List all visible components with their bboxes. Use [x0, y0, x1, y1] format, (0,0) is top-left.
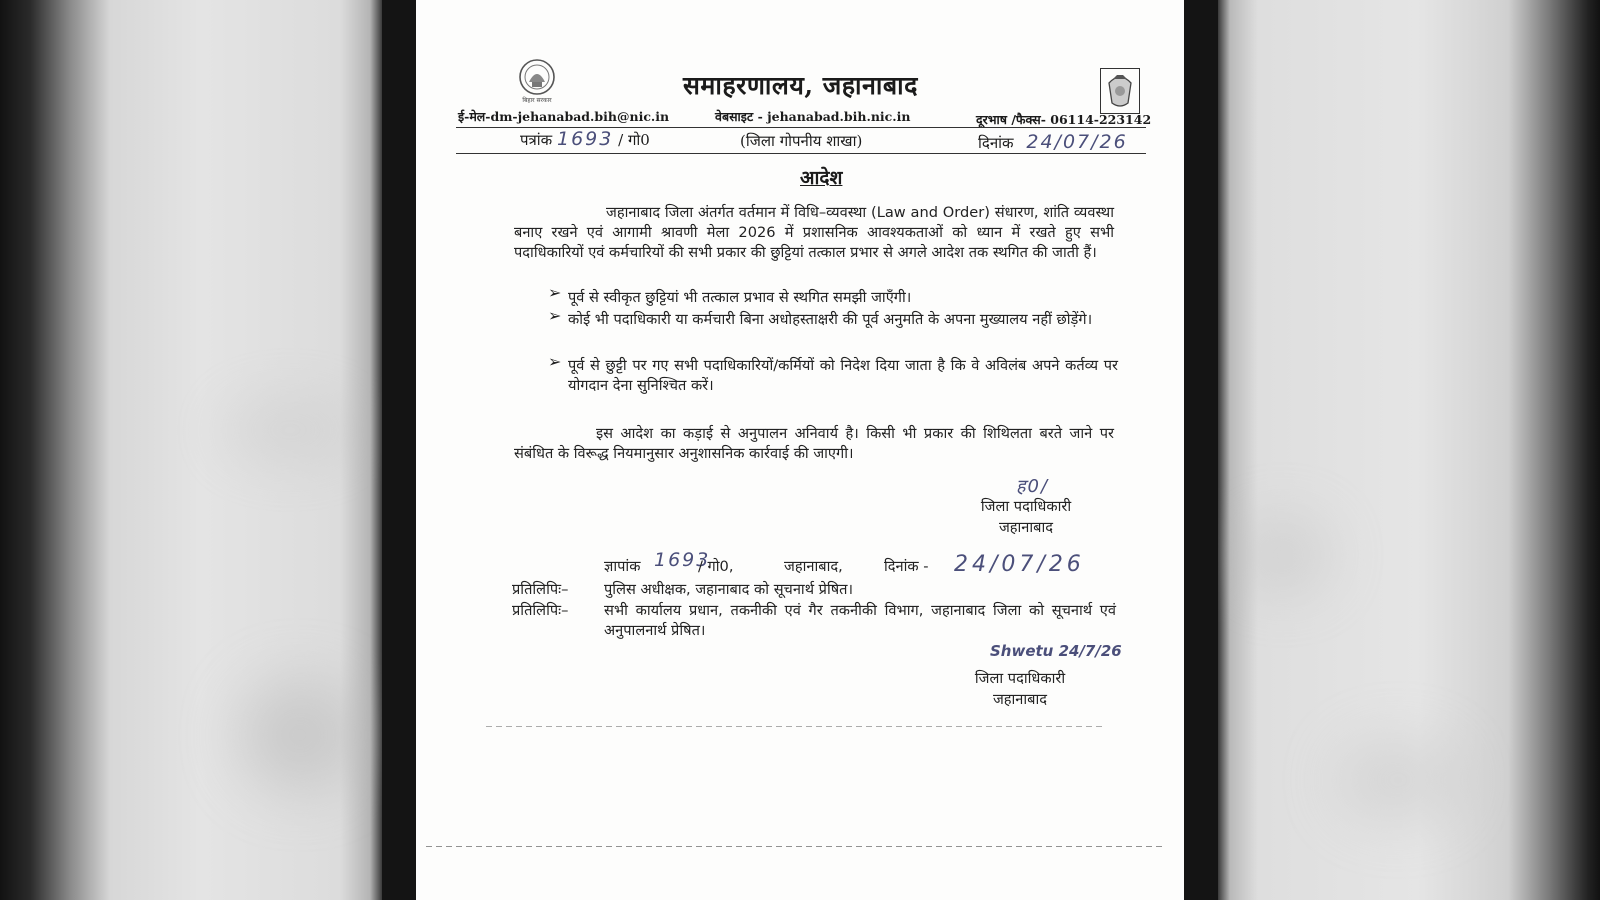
copy-text-2: सभी कार्यालय प्रधान, तकनीकी एवं गैर तकनीकी विभाग, जहानाबाद जिला को सूचनार्थ एवं अनुपालनार्थ प्रेषित।	[604, 602, 1116, 639]
memo-label: ज्ञापांक	[604, 558, 641, 575]
signatory-title: जिला पदाधिकारी	[974, 670, 1066, 687]
order-paragraph: जहानाबाद जिला अंतर्गत वर्तमान में विधि–व्यवस्था (Law and Order) संधारण, शांति व्यवस्था बनाए रखने एवं आगामी श्रावणी मेला 2026 में प्रशासनिक आवश्यकताओं को ध्यान में रखते हुए सभी पदाधिकारियों एवं कर्मचारियों की सभी प्रकार की छुट्टियां तत्काल प्रभार से अगले आदेश तक स्थगित की जाती हैं।	[514, 204, 1114, 261]
order-bullet-3: पूर्व से छुट्टी पर गए सभी पदाधिकारियों/कर्मियों को निदेश दिया जाता है कि वे अविलंब अपने कर्तव्य पर योगदान देना सुनिश्चित करें।	[568, 357, 1118, 394]
memo-number: 1693	[654, 549, 711, 571]
video-frame-border-right	[1184, 0, 1218, 900]
website-address: वेबसाइट - jehanabad.bih.nic.in	[715, 109, 911, 124]
arrow-bullet-icon: ➢	[548, 306, 562, 325]
order-heading: आदेश	[800, 167, 843, 189]
order-document	[416, 0, 1184, 900]
office-title: समाहरणालय, जहानाबाद	[683, 71, 918, 100]
blurred-background-left	[0, 0, 382, 900]
district-logo-icon	[1100, 68, 1140, 114]
arrow-bullet-icon: ➢	[548, 352, 562, 371]
header-date: दिनांक 24/07/26	[978, 131, 1128, 153]
video-frame-border-left	[382, 0, 416, 900]
scan-artifact-line	[486, 726, 1106, 727]
svg-text:बिहार सरकार: बिहार सरकार	[522, 97, 552, 104]
memo-suffix: / गो0,	[698, 558, 734, 575]
phone-fax: दूरभाष /फैक्स- 06114-223142	[976, 112, 1152, 127]
initials-mark: ह0/	[1016, 476, 1050, 497]
order-bullet-2: कोई भी पदाधिकारी या कर्मचारी बिना अधोहस्ताक्षरी की पूर्व अनुमति के अपना मुख्यालय नहीं छोड़ेंगे।	[568, 311, 1093, 328]
header-rule-bottom	[456, 153, 1146, 154]
bihar-emblem-icon	[516, 58, 558, 104]
copy-text-1: पुलिस अधीक्षक, जहानाबाद को सूचनार्थ प्रेषित।	[604, 581, 854, 598]
signatory-title: जिला पदाधिकारी	[980, 498, 1072, 515]
branch-name: (जिला गोपनीय शाखा)	[740, 132, 863, 150]
compliance-paragraph: इस आदेश का कड़ाई से अनुपालन अनिवार्य है। किसी भी प्रकार की शिथिलता बरते जाने पर संबंधित के विरूद्ध नियमानुसार अनुशासनिक कार्रवाई की जाएगी।	[514, 425, 1114, 462]
memo-date-label: दिनांक -	[884, 558, 929, 575]
memo-place: जहानाबाद,	[784, 558, 843, 575]
signatory-block-2	[940, 668, 1100, 710]
scan-artifact-line	[426, 846, 1166, 847]
arrow-bullet-icon: ➢	[548, 283, 562, 302]
copy-label-1: प्रतिलिपिः–	[512, 581, 569, 598]
reference-number: पत्रांक 1693 / गो0	[520, 128, 650, 150]
email-address: ई-मेल-dm-jehanabad.bih@nic.in	[458, 109, 670, 124]
handwritten-signature: Shwetu 24/7/26	[990, 642, 1122, 660]
signatory-block-1	[946, 496, 1106, 538]
copy-label-2: प्रतिलिपिः–	[512, 602, 569, 619]
signatory-place: जहानाबाद	[992, 691, 1048, 708]
signatory-place: जहानाबाद	[998, 519, 1054, 536]
order-bullet-1: पूर्व से स्वीकृत छुट्टियां भी तत्काल प्रभाव से स्थगित समझी जाएँगी।	[568, 289, 912, 306]
blurred-background-right	[1218, 0, 1600, 900]
memo-date: 24/07/26	[954, 552, 1085, 577]
